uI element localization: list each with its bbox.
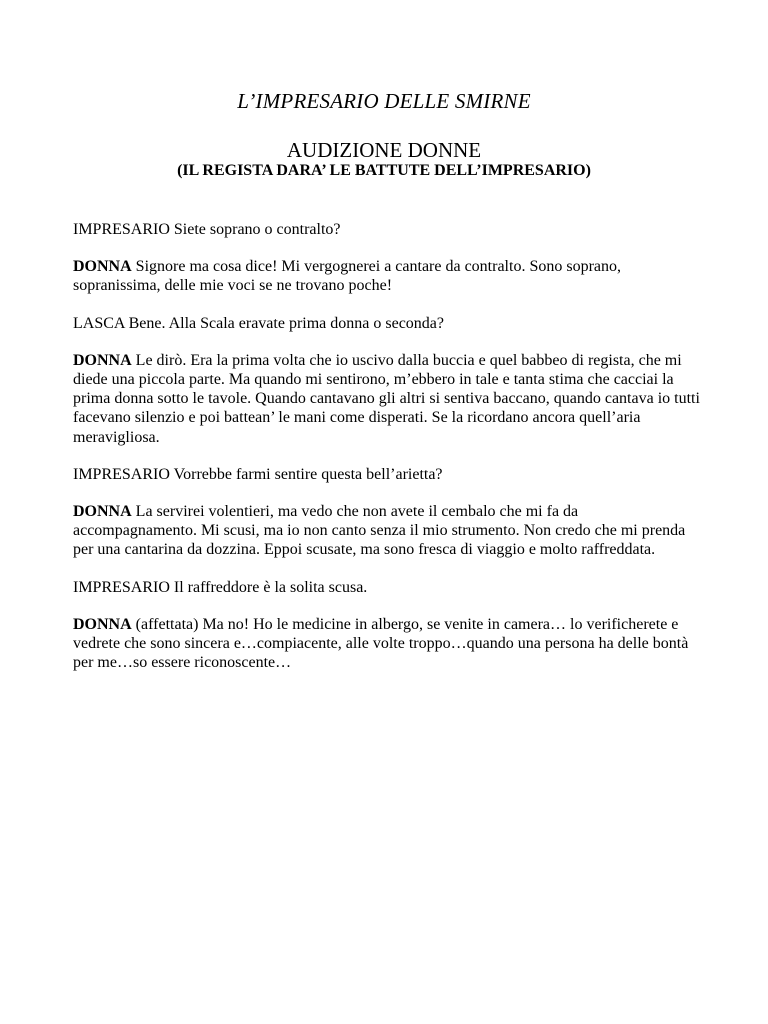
speaker-name: DONNA [73, 351, 132, 369]
dialogue-paragraph [73, 502, 703, 560]
speaker-name: DONNA [73, 258, 132, 276]
dialogue-paragraph [73, 257, 703, 295]
speaker-name: LASCA [73, 314, 125, 332]
speaker-name: IMPRESARIO [73, 578, 170, 596]
dialogue-line: La servirei volentieri, ma vedo che non avete il cembalo che mi fa da accompagnamento. Mi scusi, ma io non canto senza il mio strumento. Non credo che mi prenda per una cantarina da dozzina. Eppoi scusate, ma sono fresca di viaggio e molto raffreddata. [73, 503, 686, 559]
dialogue-paragraph [73, 220, 703, 239]
dialogue-paragraph [73, 615, 703, 673]
dialogue-paragraph [73, 465, 703, 484]
dialogue-paragraph [73, 578, 703, 597]
dialogue-line: Bene. Alla Scala eravate prima donna o seconda? [124, 314, 444, 332]
stage-note: (IL REGISTA DARA’ LE BATTUTE DELL’IMPRESARIO) [177, 162, 591, 179]
document-subtitle: AUDIZIONE DONNE [286, 138, 482, 162]
dialogue-body [73, 220, 703, 690]
document-title: L’IMPRESARIO DELLE SMIRNE [237, 89, 531, 113]
speaker-name: DONNA [73, 615, 132, 633]
speaker-name: IMPRESARIO [73, 221, 170, 238]
dialogue-line: Il raffreddore è la solita scusa. [169, 578, 368, 596]
dialogue-line: Signore ma cosa dice! Mi vergognerei a cantare da contralto. Sono soprano, sopranissima, delle mie voci se ne trovano poche! [73, 258, 621, 295]
speaker-name: DONNA [73, 503, 132, 521]
dialogue-line: Siete soprano o contralto? [169, 221, 341, 238]
dialogue-paragraph [73, 351, 703, 447]
speaker-name: IMPRESARIO [73, 465, 170, 483]
dialogue-line: (affettata) Ma no! Ho le medicine in albergo, se venite in camera… lo verificherete e vedrete che sono sincera e…compiacente, alle volte troppo…quando una persona ha delle bontà per me…so essere riconoscente… [73, 615, 689, 672]
dialogue-line: Le dirò. Era la prima volta che io uscivo dalla buccia e quel babbeo di regista, che mi diede una piccola parte. Ma quando mi sentirono, m’ebbero in tale e tanta stima che cacciai la prima donna sotto le tavole. Quando cantavano gli altri si sentiva baccano, quando cantava io tutti facevano silenzio e poi battean’ le mani come disperati. Se la ricordano ancora quell’aria meravigliosa. [73, 351, 700, 446]
dialogue-line: Vorrebbe farmi sentire questa bell’arietta? [169, 465, 443, 483]
dialogue-paragraph [73, 314, 703, 333]
